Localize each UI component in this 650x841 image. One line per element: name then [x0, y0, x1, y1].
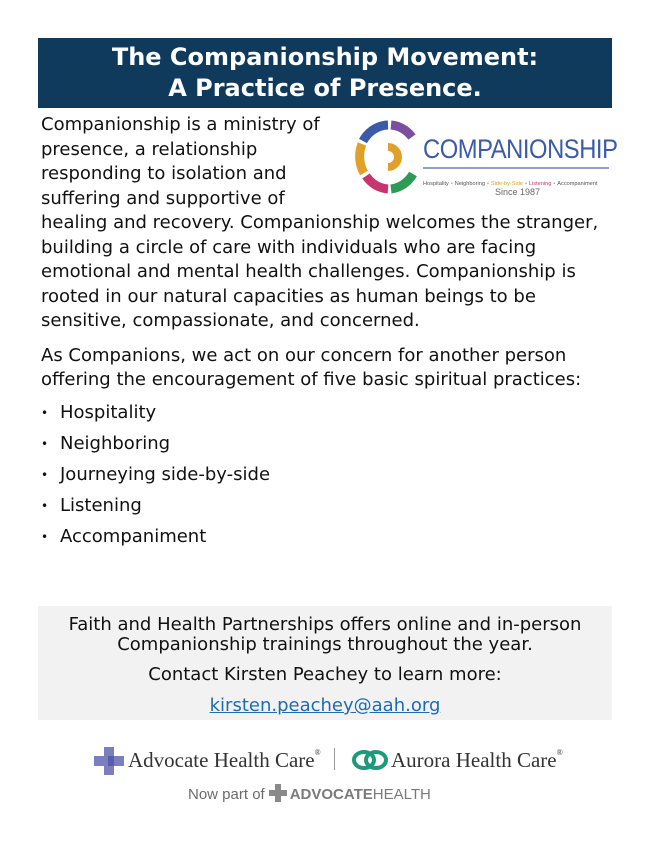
- logo-tagline-item: Side-by-Side: [490, 181, 523, 187]
- info-line-2: Companionship trainings throughout the year.: [117, 634, 533, 655]
- practices-list: [41, 401, 613, 556]
- advocate-cross-icon: [94, 747, 124, 775]
- partner-logos: [0, 744, 650, 778]
- list-item: • Neighboring: [41, 432, 613, 463]
- list-item: • Journeying side-by-side: [41, 463, 613, 494]
- title-line-2: A Practice of Presence.: [168, 74, 482, 102]
- logo-tagline-item: Accompaniment: [557, 181, 598, 187]
- main-content: [41, 113, 618, 556]
- companionship-c-icon: [355, 119, 421, 195]
- list-item: • Listening: [41, 494, 613, 525]
- logo-tagline-item: Listening: [528, 181, 552, 187]
- title-banner: [38, 38, 612, 108]
- companionship-logo: [355, 119, 618, 201]
- intro-paragraph-2: As Companions, we act on our concern for another person offering the encouragement of five basic spiritual practices:: [41, 344, 582, 390]
- advocate-logo-text: Advocate Health Care®: [128, 748, 321, 772]
- info-line-3: Contact Kirsten Peachey to learn more:: [148, 664, 502, 685]
- aurora-logo-text: Aurora Health Care®: [391, 748, 563, 772]
- logo-wordmark: COMPANIONSHIP: [423, 134, 618, 164]
- advocate-health-cross-icon: [269, 784, 287, 802]
- logo-tagline-item: Hospitality: [423, 181, 449, 187]
- list-item: • Hospitality: [41, 401, 613, 432]
- info-box: [38, 606, 612, 720]
- intro-paragraph-1: Companionship is a ministry of presence, a relationship responding to isolation and suffering and supportive of healing and recovery. Companionship welcomes the stranger, building a circle of care with individuals who are facing emotional and mental health challenges. Companionship is rooted in our natural capacities as human beings to be sensitive, compassionate, and concerned.: [41, 114, 599, 331]
- logo-tagline: Hospitality • Neighboring • Side-by-Side • Listening • Accompaniment: [423, 181, 598, 187]
- logo-divider: [334, 748, 335, 770]
- title-line-1: The Companionship Movement:: [111, 43, 539, 71]
- logo-tagline-item: Neighboring: [454, 181, 485, 187]
- health-wordmark: HEALTH: [372, 786, 431, 803]
- logo-underline: [423, 167, 609, 169]
- list-item: • Accompaniment: [41, 525, 613, 556]
- now-part-of-text: Now part of: [188, 786, 265, 803]
- advocate-health-tagline: [188, 784, 431, 804]
- advocate-wordmark: ADVOCATE: [289, 786, 373, 803]
- aurora-knot-icon: [352, 748, 388, 772]
- info-line-1: Faith and Health Partnerships offers online and in-person: [68, 614, 582, 635]
- email-link[interactable]: kirsten.peachey@aah.org: [209, 695, 441, 716]
- logo-since: Since 1987: [495, 187, 541, 197]
